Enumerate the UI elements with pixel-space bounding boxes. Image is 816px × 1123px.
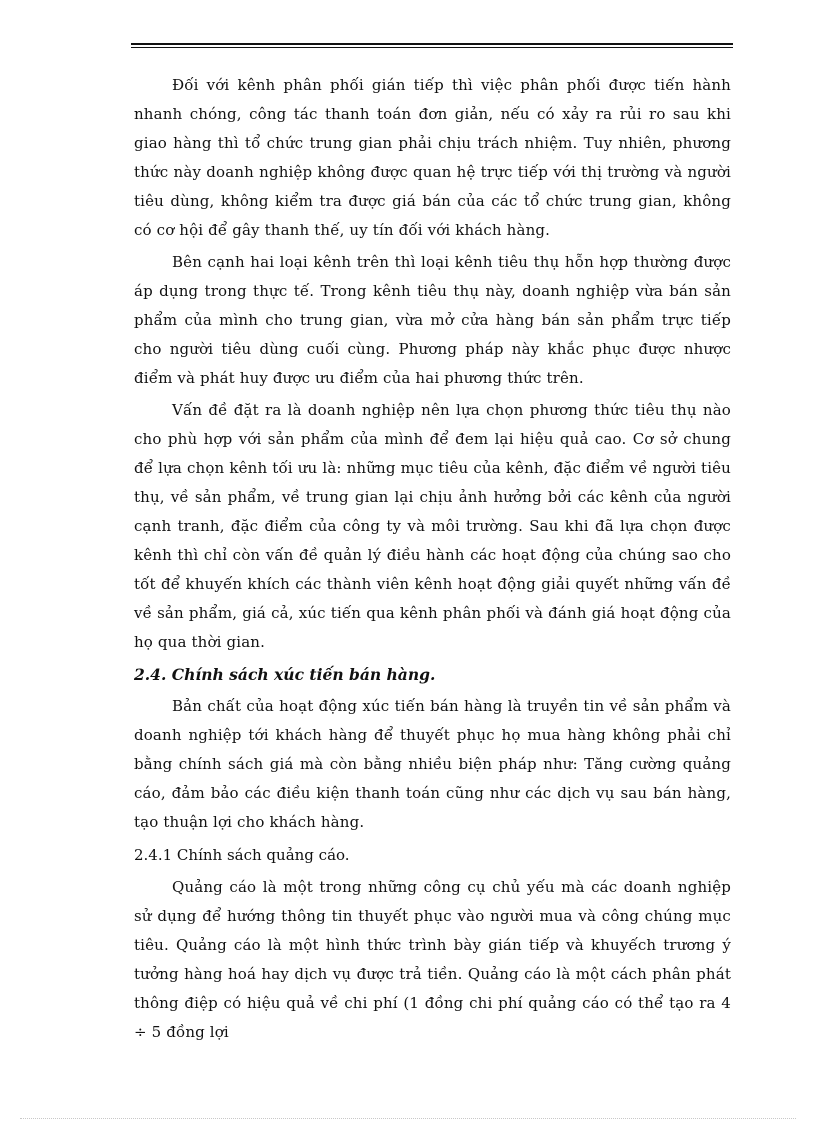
page-bottom-rule xyxy=(20,1118,796,1119)
paragraph-sales-promotion: Bản chất của hoạt động xúc tiến bán hàng là truyền tin về sản phẩm và doanh nghiệp tới khách hàng để thuyết phục họ mua hàng không phải chỉ bằng chính sách giá mà còn bằng nhiều biện pháp như: Tăng cường quảng cáo, đảm bảo các điều kiện thanh toán cũng như các dịch vụ sau bán hàng, tạo thuận lợi cho khách hàng. xyxy=(134,697,731,831)
document-body xyxy=(134,71,731,1050)
section-heading: 2.4. Chính sách xúc tiến bán hàng. xyxy=(134,665,436,684)
paragraph-advertising: Quảng cáo là một trong những công cụ chủ yếu mà các doanh nghiệp sử dụng để hướng thông tin thuyết phục vào người mua và công chúng mục tiêu. Quảng cáo là một hình thức trình bày gián tiếp và khuyếch trương ý tưởng hàng hoá hay dịch vụ được trả tiền. Quảng cáo là một cách phân phát thông điệp có hiệu quả về chi phí (1 đồng chi phí quảng cáo có thể tạo ra 4 ÷ 5 đồng lợi xyxy=(134,878,731,1041)
paragraph-mixed-channel: Bên cạnh hai loại kênh trên thì loại kênh tiêu thụ hỗn hợp thường được áp dụng trong thực tế. Trong kênh tiêu thụ này, doanh nghiệp vừa bán sản phẩm của mình cho trung gian, vừa mở cửa hàng bán sản phẩm trực tiếp cho người tiêu dùng cuối cùng. Phương pháp này khắc phục được nhược điểm và phát huy được ưu điểm của hai phương thức trên. xyxy=(134,253,731,387)
header-rule-bottom xyxy=(131,47,733,48)
paragraph-channel-selection: Vấn đề đặt ra là doanh nghiệp nên lựa chọn phương thức tiêu thụ nào cho phù hợp với sản phẩm của mình để đem lại hiệu quả cao. Cơ sở chung để lựa chọn kênh tối ưu là: những mục tiêu của kênh, đặc điểm về người tiêu thụ, về sản phẩm, về trung gian lại chịu ảnh hưởng bởi các kênh của người cạnh tranh, đặc điểm của công ty và môi trường. Sau khi đã lựa chọn được kênh thì chỉ còn vấn đề quản lý điều hành các hoạt động của chúng sao cho tốt để khuyến khích các thành viên kênh hoạt động giải quyết những vấn đề về sản phẩm, giá cả, xúc tiến qua kênh phân phối và đánh giá hoạt động của họ qua thời gian. xyxy=(134,401,731,651)
subsection-heading: 2.4.1 Chính sách quảng cáo. xyxy=(134,846,350,864)
paragraph-indirect-channel: Đối với kênh phân phối gián tiếp thì việc phân phối được tiến hành nhanh chóng, công tác thanh toán đơn giản, nếu có xảy ra rủi ro sau khi giao hàng thì tổ chức trung gian phải chịu trách nhiệm. Tuy nhiên, phương thức này doanh nghiệp không được quan hệ trực tiếp với thị trường và người tiêu dùng, không kiểm tra được giá bán của các tổ chức trung gian, không có cơ hội để gây thanh thế, uy tín đối với khách hàng. xyxy=(134,76,731,239)
header-rule-top xyxy=(131,43,733,45)
